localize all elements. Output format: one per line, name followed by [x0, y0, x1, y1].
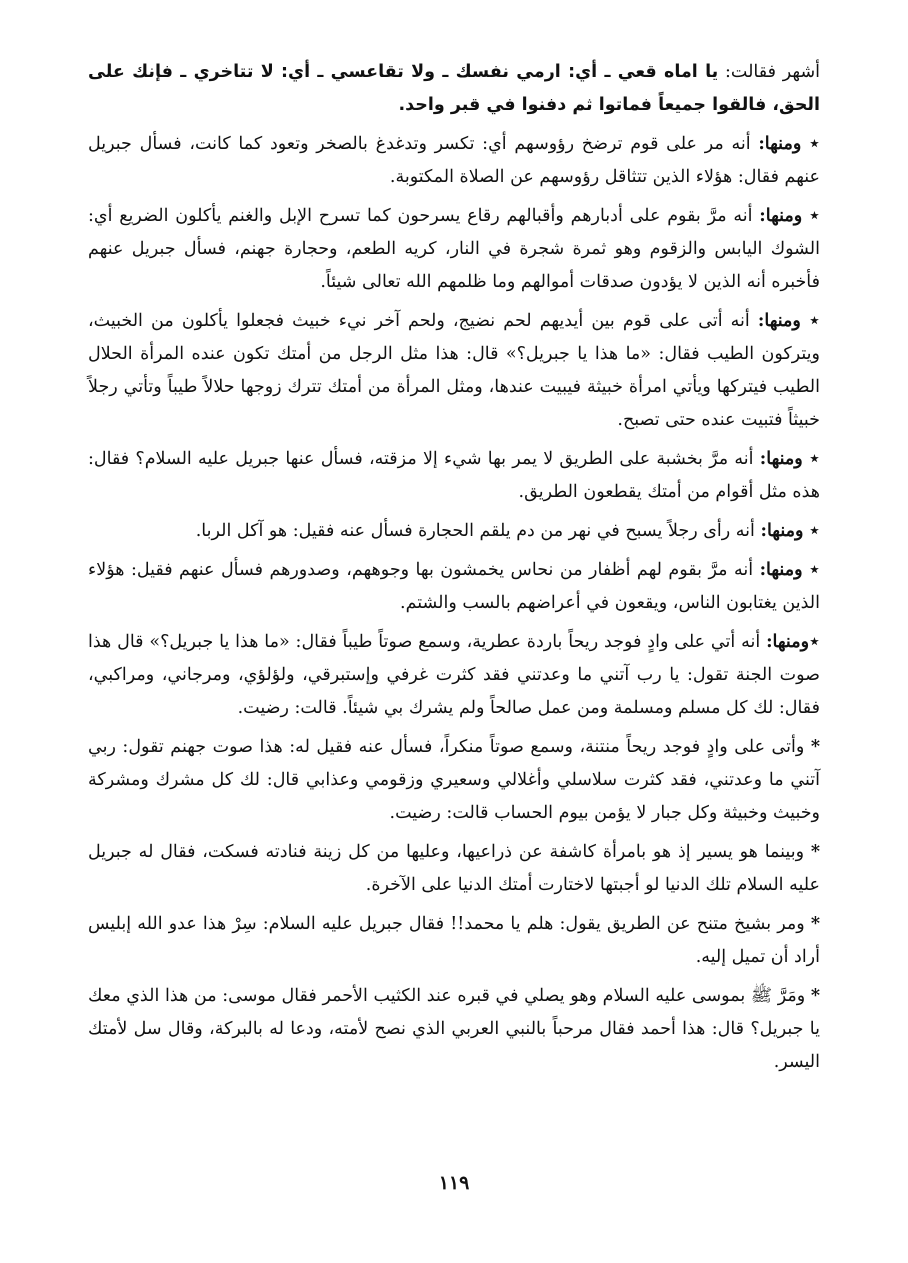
paragraph-text: أنه مرَّ بقوم على أدبارهم وأقبالهم رقاع يسرحون كما تسرح الإبل والغنم يأكلون الضريع أي: الشوك اليابس والزقوم وهو ثمرة شجرة في النار، كريه الطعم، وحجارة جهنم، فسأل جبريل عنهم فأخبره أنه الذين لا يؤدون صدقات أموالهم وما ظلمهم الله تعالى شيئاً. — [88, 206, 820, 292]
page-number: ١١٩ — [438, 1172, 470, 1194]
paragraph-11 — [88, 908, 820, 974]
paragraph-text: وأتى على وادٍ فوجد ريحاً منتنة، وسمع صوتاً منكراً، فسأل عنه فقيل له: هذا صوت جهنم تقول: ربي آتني ما وعدتني، فقد كثرت سلاسلي وأغلالي وسعيري وزقومي وعذابي قال: لك كل مشرك ومشركة وخبيث وخبيثة وكل جبار لا يؤمن بيوم الحساب قالت: رضيت. — [88, 737, 820, 823]
asterisk-marker: * — [810, 842, 820, 862]
paragraph-lead: ومنها: — [759, 560, 803, 580]
asterisk-marker: * — [810, 914, 820, 934]
star-marker: ⋆ — [809, 206, 820, 226]
star-marker: ⋆ — [809, 449, 820, 469]
paragraph-text: أنه أتي على وادٍ فوجد ريحاً باردة عطرية، وسمع صوتاً طيباً فقال: «ما هذا يا جبريل؟» قال هذا صوت الجنة تقول: يا رب آتني ما وعدتني فقد كثرت غرفي وإستبرقي، ولؤلؤي، ومرجاني، ومراكبي، فقال: لك كل مسلم ومسلمة ومن عمل صالحاً ولم يشرك بي شيئاً. قالت: رضيت. — [88, 632, 820, 718]
paragraph-text: أنه رأى رجلاً يسبح في نهر من دم يلقم الحجارة فسأل عنه فقيل: هو آكل الربا. — [195, 521, 761, 541]
star-marker: ⋆ — [809, 311, 820, 331]
paragraph-text: أنه أتى على قوم بين أيديهم لحم نضيج، ولحم آخر نيء خبيث فجعلوا يأكلون من الخبيث، ويتركون الطيب فقال: «ما هذا يا جبريل؟» قال: هذا مثل الرجل من أمتك تكون عنده المرأة الحلال الطيب فيتركها ويأتي امرأة خبيثة فيبيت عندها، ومثل المرأة من أمتك تترك زوجها حلالاً طيباً وتأتي رجلاً خبيثاً فتبيت عنده حتى تصبح. — [88, 311, 820, 430]
paragraph-8 — [88, 626, 820, 725]
paragraph-text: وبينما هو يسير إذ هو بامرأة كاشفة عن ذراعيها، وعليها من كل زينة فنادته فسكت، فقال له جبريل عليه السلام تلك الدنيا لو أجبتها لاختارت أمتك الدنيا على الآخرة. — [88, 842, 820, 895]
star-marker: ⋆ — [809, 134, 820, 154]
paragraph-10 — [88, 836, 820, 902]
paragraph-lead: ومنها: — [766, 632, 810, 652]
paragraph-1 — [88, 56, 820, 122]
paragraph-lead: ومنها: — [758, 134, 802, 154]
paragraph-5 — [88, 443, 820, 509]
paragraph-text: أنه مرَّ بخشبة على الطريق لا يمر بها شيء إلا مزقته، فسأل عنها جبريل عليه السلام؟ فقال: هذه مثل أقوام من أمتك يقطعون الطريق. — [88, 449, 820, 502]
paragraph-4 — [88, 305, 820, 437]
paragraph-12 — [88, 980, 820, 1079]
star-marker: ⋆ — [809, 521, 820, 541]
paragraph-lead: ومنها: — [759, 449, 803, 469]
paragraph-text: ومَرَّ ﷺ بموسى عليه السلام وهو يصلي في قبره عند الكثيب الأحمر فقال موسى: من هذا الذي معك يا جبريل؟ قال: هذا أحمد فقال مرحباً بالنبي العربي الذي نصح لأمته، ودعا له بالبركة، وقال سل لأمتك اليسر. — [88, 986, 820, 1072]
paragraph-9 — [88, 731, 820, 830]
page-body — [88, 56, 820, 1085]
star-marker: ⋆ — [809, 632, 820, 652]
star-marker: ⋆ — [809, 560, 820, 580]
paragraph-lead: ومنها: — [759, 206, 803, 226]
paragraph-text: أنه مر على قوم ترضخ رؤوسهم أي: تكسر وتدغدغ بالصخر وتعود كما كانت، فسأل جبريل عنهم فقال: هؤلاء الذين تتثاقل رؤوسهم عن الصلاة المكتوبة. — [88, 134, 820, 187]
asterisk-marker: * — [810, 986, 820, 1006]
paragraph-text: ومر بشيخ متنح عن الطريق يقول: هلم يا محمد!! فقال جبريل عليه السلام: سِرْ هذا عدو الله إبليس أراد أن تميل إليه. — [88, 914, 820, 967]
paragraph-bold-text: يا اماه قعي ـ أي: ارمي نفسك ـ ولا تقاعسي ـ أي: لا تتاخري ـ فإنك على الحق، فالقوا جميعاً فماتوا ثم دفنوا في قبر واحد. — [88, 62, 820, 115]
paragraph-lead: ومنها: — [760, 521, 804, 541]
paragraph-6 — [88, 515, 820, 548]
paragraph-2 — [88, 128, 820, 194]
paragraph-lead: ومنها: — [757, 311, 801, 331]
paragraph-text: أشهر فقالت: — [718, 62, 820, 82]
paragraph-7 — [88, 554, 820, 620]
asterisk-marker: * — [810, 737, 820, 757]
paragraph-3 — [88, 200, 820, 299]
paragraph-text: أنه مرَّ بقوم لهم أظفار من نحاس يخمشون بها وجوههم، وصدورهم فسأل عنهم فقيل: هؤلاء الذين يغتابون الناس، ويقعون في أعراضهم بالسب والشتم. — [88, 560, 820, 613]
